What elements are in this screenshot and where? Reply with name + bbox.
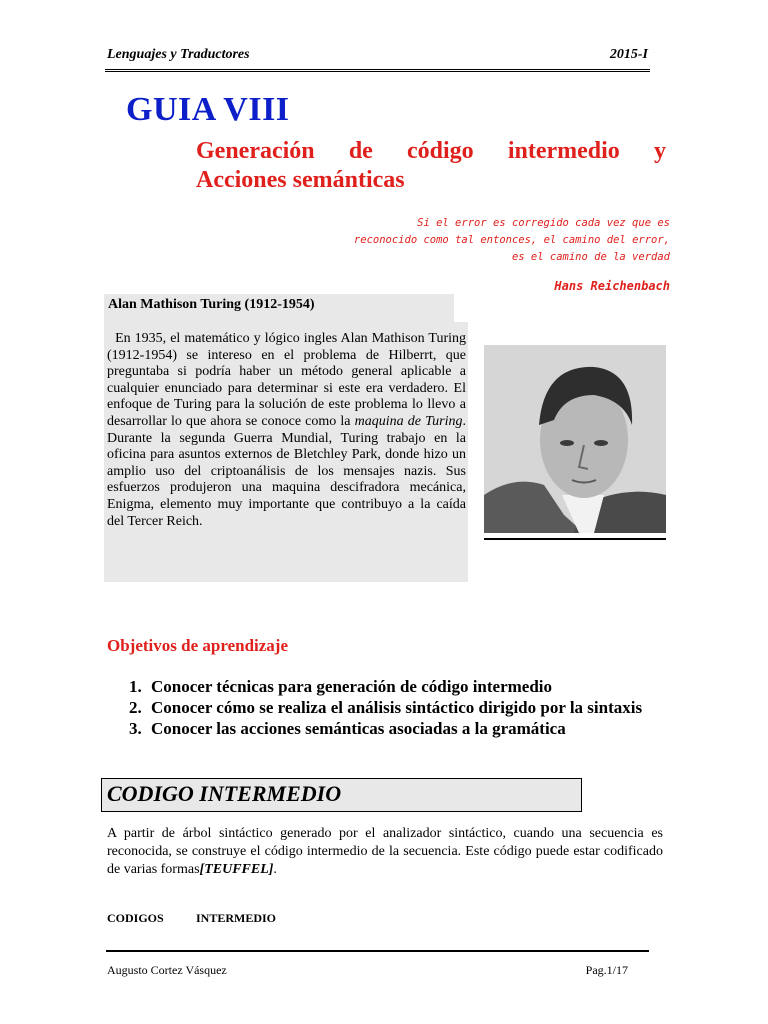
subtitle-line-2: Acciones semánticas (196, 167, 405, 193)
footer-rule (106, 950, 649, 952)
quote-author: Hans Reichenbach (554, 279, 670, 293)
list-number: 2. (129, 698, 142, 717)
list-number: 3. (129, 719, 142, 738)
subheading-left: CODIGOS (107, 911, 164, 925)
objectives-title: Objetivos de aprendizaje (107, 636, 289, 655)
subheading-right: INTERMEDIO (196, 911, 277, 925)
section-title: CODIGO INTERMEDIO (107, 781, 342, 806)
paragraph-text: A partir de árbol sintáctico generado por el analizador sintáctico, cuando una secuencia es reconocida, se construye el código intermedio de la secuencia. Este código puede estar codificado de varias formas (107, 826, 663, 877)
citation-reference: [TEUFFEL] (199, 862, 274, 877)
bio-title: Alan Mathison Turing (1912-1954) (108, 297, 315, 312)
footer-author: Augusto Cortez Vásquez (107, 963, 227, 977)
epigraph-quote (354, 215, 670, 266)
quote-line: Si el error es corregido cada vez que es (417, 217, 670, 229)
subtitle-word: de (348, 138, 373, 164)
section-paragraph (107, 825, 663, 879)
bio-text-emphasis: maquina de Turing (354, 413, 463, 429)
list-item (129, 676, 642, 697)
subtitle-word: y (653, 138, 666, 164)
subtitle-word: código (406, 138, 474, 164)
list-item (129, 697, 642, 718)
header-term: 2015-I (609, 47, 648, 62)
subtitle-word: Generación (196, 138, 315, 164)
bio-paragraph (107, 331, 466, 530)
footer-page-number: Pag.1/17 (585, 963, 628, 977)
bio-text-part: . Durante la segunda Guerra Mundial, Turing trabajo en la oficina para asuntos externos de Bletchley Park, donde hizo un amplio uso del criptoanálisis de los mensajes nazis. Sus esfuerzos produjeron una maquina descifradora mecánica, Enigma, elemento muy importante que contribuyo a la caída del Tercer Reich. (107, 413, 466, 529)
list-text: Conocer técnicas para generación de código intermedio (151, 677, 553, 696)
header-course: Lenguajes y Traductores (107, 47, 250, 62)
photo-caption-rule (484, 538, 666, 540)
objectives-list (129, 676, 642, 739)
quote-line: es el camino de la verdad (511, 251, 670, 263)
subtitle-word: intermedio (507, 138, 620, 164)
quote-line: reconocido como tal entonces, el camino del error, (353, 234, 670, 246)
portrait-illustration (484, 345, 666, 533)
list-item (129, 718, 642, 739)
bio-text-part: En 1935, el matemático y lógico ingles Alan Mathison Turing (1912-1954) se intereso en el problema de Hilberrt, que preguntaba si podría haber un método general aplicable a cualquier enunciado para determinar si este era verdadero. El enfoque de Turing para la solución de este problema lo llevo a desarrollar lo que ahora se conoce como la (107, 331, 466, 429)
subtitle-line-1 (196, 137, 666, 166)
list-text: Conocer las acciones semánticas asociadas a la gramática (151, 719, 566, 738)
list-number: 1. (129, 677, 142, 696)
subtitle (196, 137, 666, 195)
list-text: Conocer cómo se realiza el análisis sintáctico dirigido por la sintaxis (151, 698, 643, 717)
turing-portrait-photo (484, 345, 666, 533)
page-title: GUIA VIII (126, 91, 290, 128)
paragraph-end: . (273, 862, 277, 877)
header-rule (105, 69, 650, 72)
